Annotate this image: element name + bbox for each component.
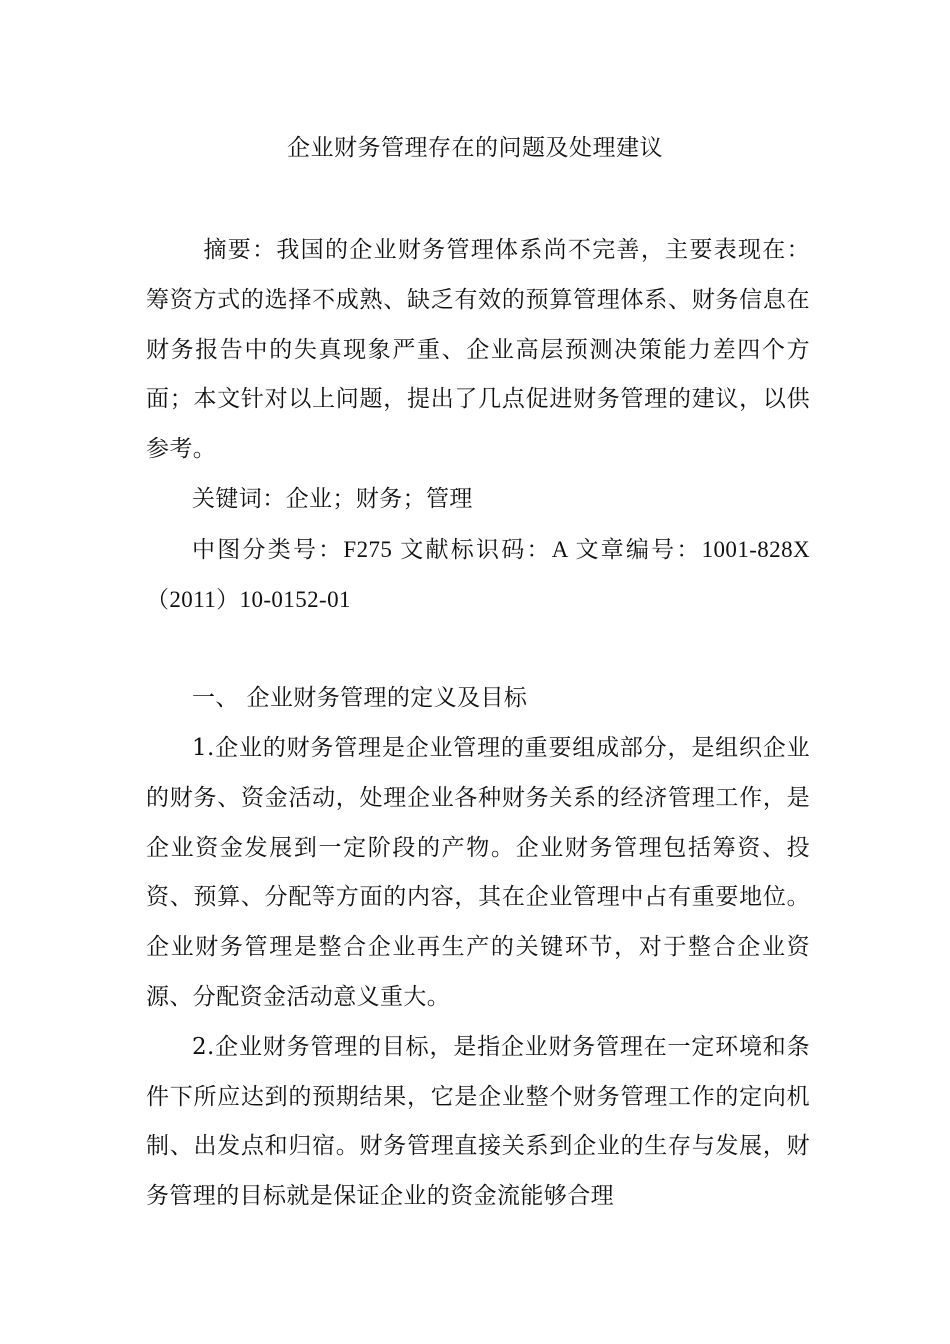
classification-line: 中图分类号：F275 文献标识码：A 文章编号：1001-828X（2011）10-0152-01 bbox=[146, 536, 810, 612]
paragraph-spacer bbox=[146, 624, 810, 674]
body-paragraph-1: 1.企业的财务管理是企业管理的重要组成部分，是组织企业的财务、资金活动，处理企业各种财务关系的经济管理工作，是企业资金发展到一定阶段的产物。企业财务管理包括筹资、投资、预算、分配等方面的内容，其在企业管理中占有重要地位。企业财务管理是整合企业再生产的关键环节，对于整合企业资源、分配资金活动意义重大。 bbox=[146, 734, 810, 1010]
abstract-paragraph: 摘要：我国的企业财务管理体系尚不完善，主要表现在：筹资方式的选择不成熟、缺乏有效的预算管理体系、财务信息在财务报告中的失真现象严重、企业高层预测决策能力差四个方面；本文针对以上问题，提出了几点促进财务管理的建议，以供参考。 bbox=[146, 237, 810, 463]
keywords-line: 关键词：企业；财务；管理 bbox=[192, 485, 473, 512]
section-heading: 一、 企业财务管理的定义及目标 bbox=[192, 685, 528, 712]
body-paragraph-2: 2.企业财务管理的目标，是指企业财务管理在一定环境和条件下所应达到的预期结果，它是企业整个财务管理工作的定向机制、出发点和归宿。财务管理直接关系到企业的生存与发展，财务管理的目标就是保证企业的资金流能够合理 bbox=[146, 1033, 810, 1210]
document-body bbox=[146, 226, 810, 1222]
document-title: 企业财务管理存在的问题及处理建议 bbox=[287, 135, 663, 161]
